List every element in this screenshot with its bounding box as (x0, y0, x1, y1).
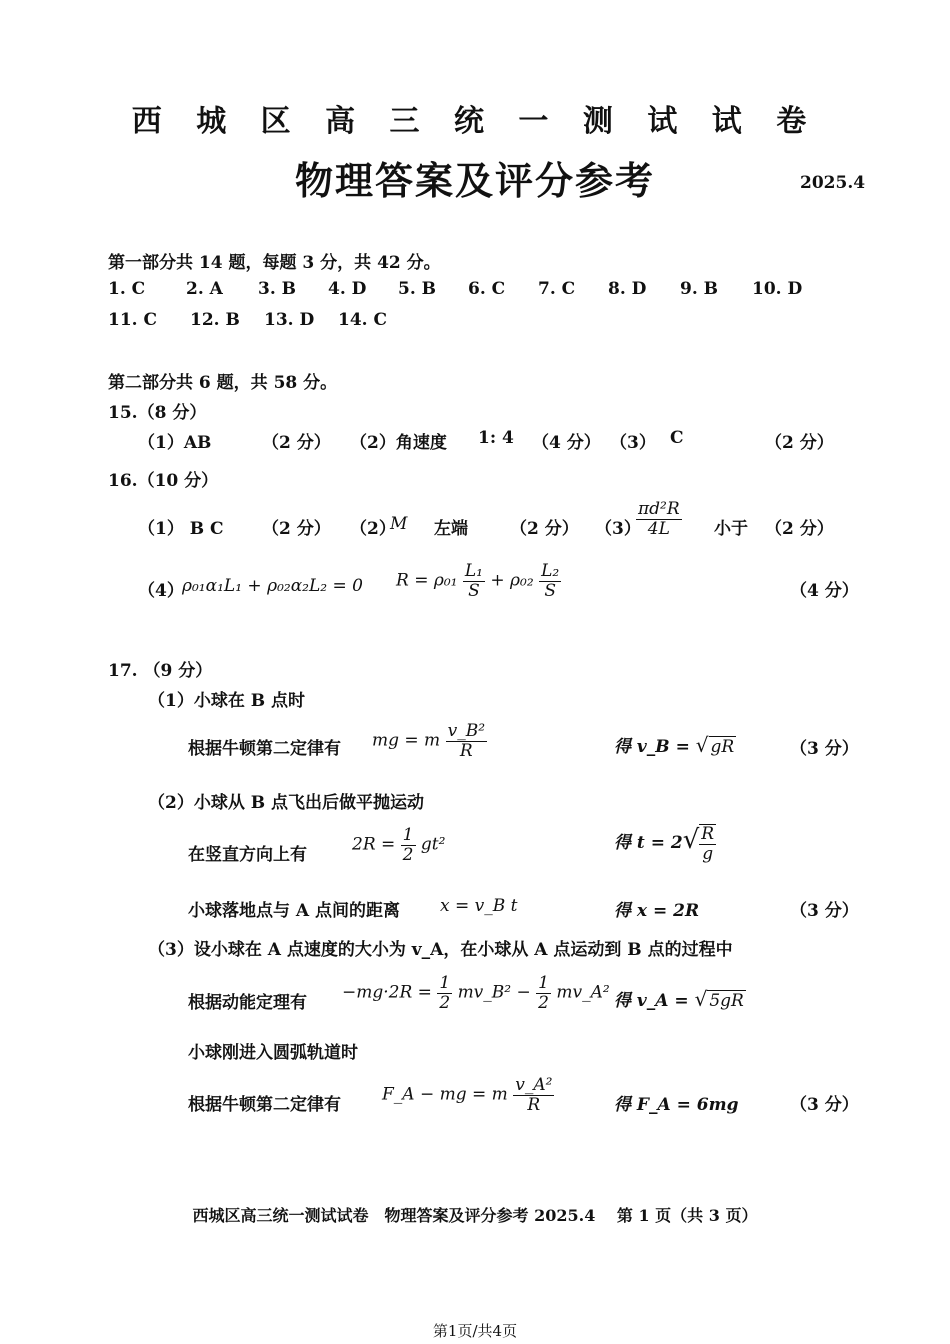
answer: 13. D (264, 310, 315, 330)
answer: 3. B (258, 279, 297, 299)
q16-p1: （1） B C (138, 519, 224, 539)
q17-p3-text2: 小球刚进入圆弧轨道时 (188, 1043, 358, 1063)
q16-p2-var: M (390, 514, 408, 534)
q15-score: （2 分） (765, 433, 834, 453)
page-footer: 西城区高三统一测试试卷 物理答案及评分参考 2025.4 第 1 页（共 3 页） (192, 1206, 758, 1225)
formula-part: mg = m (372, 730, 441, 751)
q17-p2-text: 在竖直方向上有 (188, 845, 307, 865)
q15-p3: （3） (610, 433, 656, 453)
sqrt-content: gR (710, 737, 735, 757)
fraction-numerator: πd²R (638, 499, 680, 519)
answer: 12. B (190, 310, 240, 330)
q16-p2-answer: 左端 (434, 519, 468, 539)
formula-part: 2R = (352, 834, 401, 855)
answer: 6. C (468, 279, 506, 299)
q16-score: （2 分） (510, 519, 579, 539)
q16-p3: （3） (595, 519, 641, 539)
fraction-numerator: v_B² (447, 721, 486, 741)
formula-part: R = ρ₀₁ (396, 570, 458, 591)
q16-p2: （2） (350, 519, 396, 539)
answer: 14. C (338, 310, 388, 330)
q15-score: （4 分） (532, 433, 601, 453)
answer: 4. D (328, 279, 367, 299)
fraction-denominator: 2 (402, 844, 414, 865)
answer: 11. C (108, 310, 158, 330)
q17-p3-result: 得 v_A = √ 5gR (614, 987, 744, 1011)
formula-part: + ρ₀₂ (490, 570, 534, 591)
answer: 1. C (108, 279, 146, 299)
q17-label: 17. （9 分） (108, 661, 213, 681)
answer: 9. B (680, 279, 719, 299)
formula-part: mv_A² (556, 982, 610, 1003)
formula-part: 得 v_B = (614, 737, 696, 757)
part2-heading: 第二部分共 6 题，共 58 分。 (108, 373, 338, 393)
page-number: 第1页/共4页 (432, 1322, 518, 1340)
part1-heading: 第一部分共 14 题，每题 3 分，共 42 分。 (108, 253, 441, 273)
answer: 5. B (398, 279, 437, 299)
q17-p3-text3: 根据牛顿第二定律有 (188, 1095, 341, 1115)
q16-p3-compare: 小于 (714, 519, 748, 539)
fraction-denominator: R (459, 740, 473, 761)
fraction-numerator: v_A² (515, 1075, 553, 1095)
fraction-numerator: L₁ (464, 561, 483, 581)
formula-part: F_A − mg = m (382, 1084, 508, 1105)
fraction-numerator: 1 (538, 973, 549, 993)
fraction-denominator: 4L (647, 518, 670, 539)
formula-part: −mg·2R = (342, 982, 438, 1003)
formula-part: 得 t = 2 (614, 833, 683, 854)
q17-p3-title: （3）设小球在 A 点速度的大小为 v_A，在小球从 A 点运动到 B 点的过程中 (148, 940, 733, 960)
q16-score: （4 分） (790, 581, 859, 601)
fraction-denominator: S (544, 580, 556, 601)
sqrt-content: 5gR (709, 991, 744, 1011)
q15-ratio: 1: 4 (478, 428, 514, 448)
part1-answers-row2 (108, 310, 387, 330)
part1-answers-row1 (108, 279, 802, 299)
answer: 7. C (538, 279, 576, 299)
fraction-denominator: R (527, 1094, 541, 1115)
q17-p2-title: （2）小球从 B 点飞出后做平抛运动 (148, 793, 425, 813)
fraction-denominator: g (702, 843, 714, 864)
q17-p3-formula (342, 974, 610, 1012)
q17-p1-title: （1）小球在 B 点时 (148, 691, 306, 711)
q16-p4-formula1: ρ₀₁α₁L₁ + ρ₀₂α₂L₂ = 0 (182, 576, 363, 596)
q15-score: （2 分） (262, 433, 331, 453)
fraction-numerator: 1 (402, 825, 414, 845)
q17-p2-formula (352, 826, 445, 864)
q16-score: （2 分） (262, 519, 331, 539)
q17-p3-formula2 (382, 1076, 554, 1114)
q17-score: （3 分） (790, 1095, 859, 1115)
exam-date: 2025.4 (800, 173, 866, 193)
q16-p4: （4） (138, 581, 184, 601)
answer: 10. D (752, 279, 803, 299)
formula-part: 得 v_A = (614, 991, 695, 1011)
fraction-numerator: 1 (439, 973, 451, 993)
q15-label: 15.（8 分） (108, 403, 207, 423)
q16-score: （2 分） (765, 519, 834, 539)
fraction-numerator: R (701, 824, 715, 844)
q15-p3-answer: C (670, 428, 684, 448)
q17-p3-text: 根据动能定理有 (188, 993, 307, 1013)
q17-p3-result2: 得 F_A = 6mg (614, 1095, 739, 1115)
exam-title: 西 城 区 高 三 统 一 测 试 试 卷 (131, 104, 819, 139)
q17-p2-result2: 得 x = 2R (614, 901, 700, 921)
fraction-denominator: 2 (439, 992, 451, 1013)
fraction-denominator: 2 (538, 992, 549, 1013)
q16-p4-formula2 (396, 562, 561, 600)
q17-p2-formula2: x = v_B t (440, 896, 518, 916)
q17-p2-text2: 小球落地点与 A 点间的距离 (188, 901, 401, 921)
q17-p2-result: 得 t = 2√ $\frac{R}{g}$ (614, 824, 715, 864)
fraction-denominator: S (468, 580, 480, 601)
q17-p1-result: 得 v_B = √ gR (614, 733, 735, 757)
q16-label: 16.（10 分） (108, 471, 219, 491)
q17-score: （3 分） (790, 901, 859, 921)
answer-key-title: 物理答案及评分参考 (294, 158, 655, 203)
q15-p1: （1）AB (138, 433, 212, 453)
q17-p1-text: 根据牛顿第二定律有 (188, 739, 341, 759)
q15-p2: （2）角速度 (350, 433, 447, 453)
answer: 2. A (186, 279, 223, 299)
answer: 8. D (608, 279, 647, 299)
formula-part: mv_B² − (457, 982, 537, 1003)
q17-score: （3 分） (790, 739, 859, 759)
q17-p1-formula (372, 722, 487, 760)
q16-p3-formula (636, 500, 682, 538)
formula-part: gt² (420, 834, 446, 855)
fraction-numerator: L₂ (541, 561, 560, 581)
